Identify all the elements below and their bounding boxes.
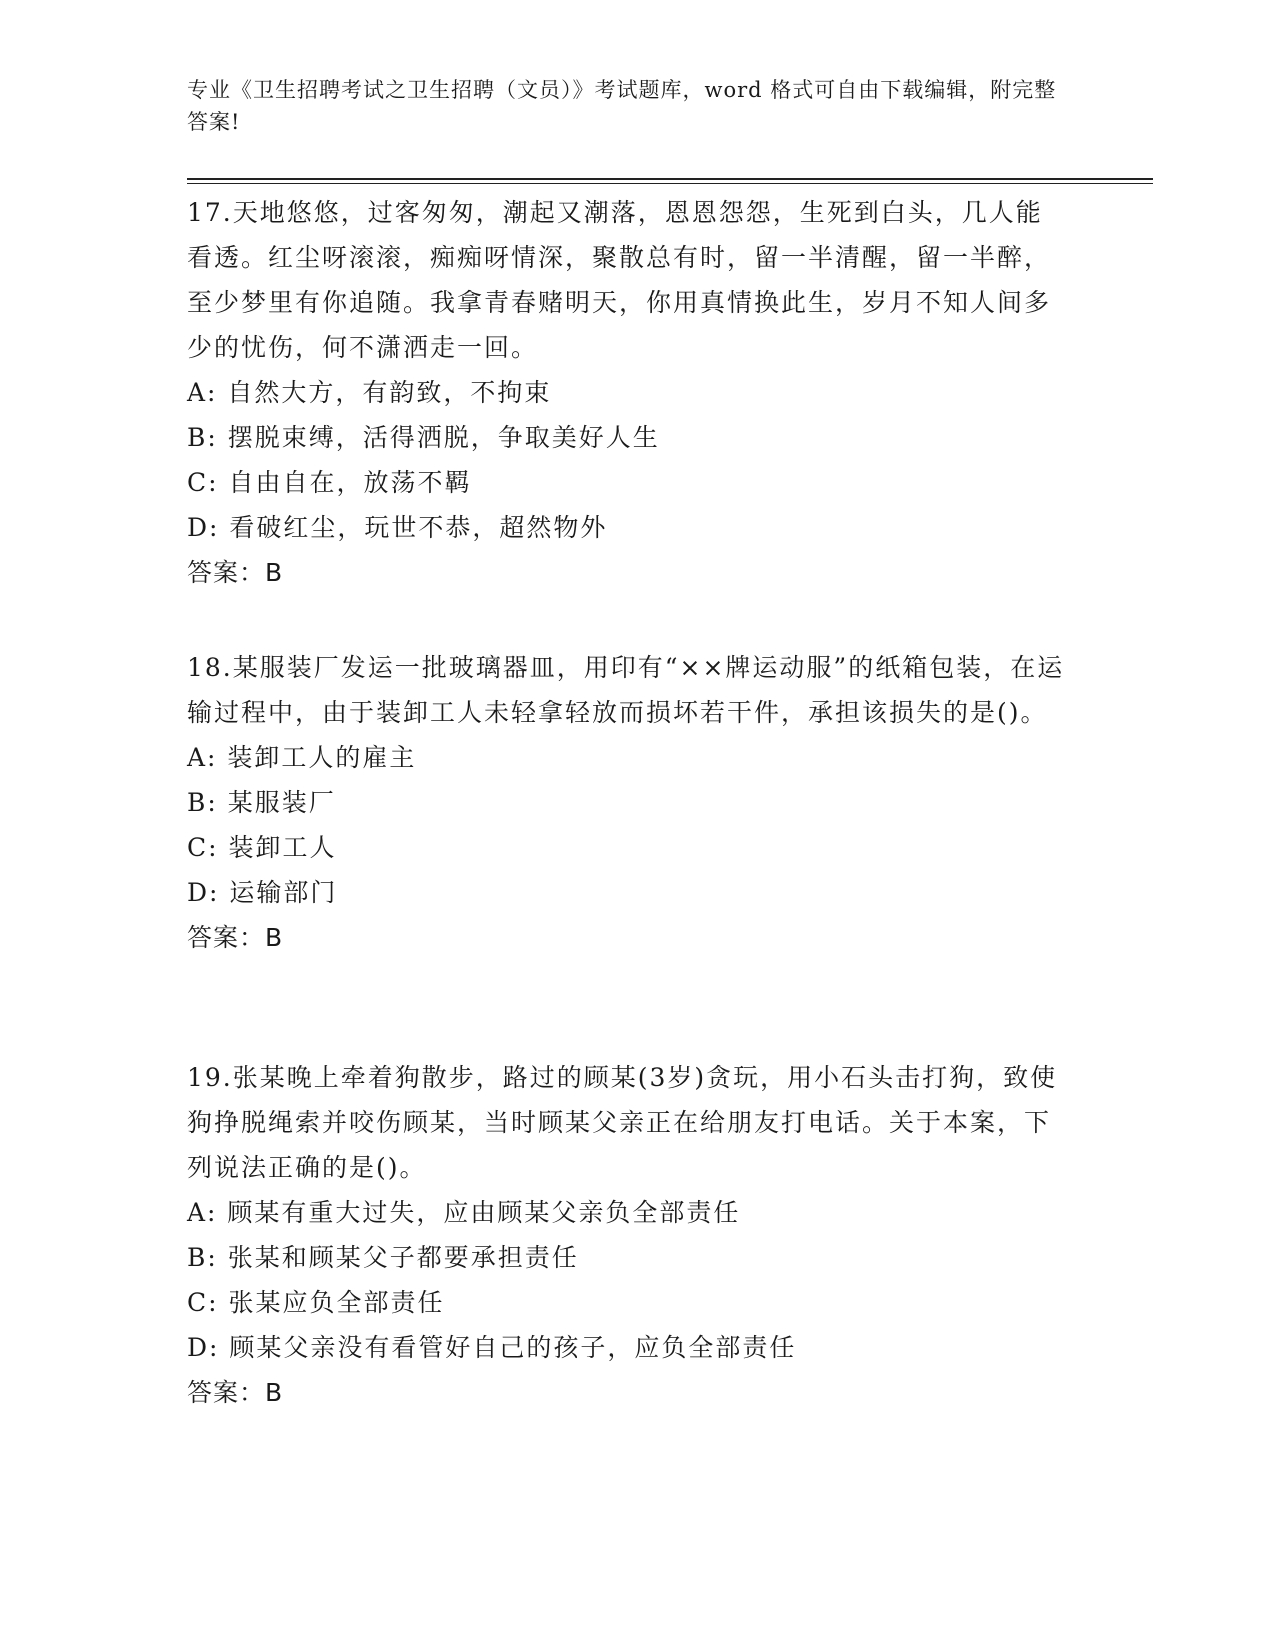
option-b: B: 摆脱束缚，活得洒脱，争取美好人生 <box>187 423 660 452</box>
option-b: B: 某服装厂 <box>187 788 336 817</box>
answer-label: 答案：B <box>187 923 284 952</box>
option-b: B: 张某和顾某父子都要承担责任 <box>187 1243 579 1272</box>
header-divider-thin <box>187 183 1153 184</box>
option-c: C: 自由自在，放荡不羁 <box>187 468 472 497</box>
header-divider-thick <box>187 178 1153 180</box>
option-d: D: 看破红尘，玩世不恭，超然物外 <box>187 513 608 542</box>
option-d: D: 运输部门 <box>187 878 338 907</box>
question-18 <box>187 645 1067 960</box>
answer-label: 答案：B <box>187 1378 284 1407</box>
question-stem: 19.张某晚上牵着狗散步，路过的顾某(3岁)贪玩，用小石头击打狗，致使狗挣脱绳索并咬伤顾某，当时顾某父亲正在给朋友打电话。关于本案，下列说法正确的是()。 <box>187 1063 1058 1182</box>
option-c: C: 张某应负全部责任 <box>187 1288 445 1317</box>
question-stem: 17.天地悠悠，过客匆匆，潮起又潮落，恩恩怨怨，生死到白头，几人能看透。红尘呀滚滚，痴痴呀情深，聚散总有时，留一半清醒，留一半醉，至少梦里有你追随。我拿青春赌明天，你用真情换此生，岁月不知人间多少的忧伤，何不潇洒走一回。 <box>187 198 1052 362</box>
option-a: A: 顾某有重大过失，应由顾某父亲负全部责任 <box>187 1198 741 1227</box>
question-stem: 18.某服装厂发运一批玻璃器皿，用印有“××牌运动服”的纸箱包装，在运输过程中，由于装卸工人未轻拿轻放而损坏若干件，承担该损失的是()。 <box>187 653 1065 727</box>
option-d: D: 顾某父亲没有看管好自己的孩子，应负全部责任 <box>187 1333 797 1362</box>
answer-label: 答案：B <box>187 558 284 587</box>
option-c: C: 装卸工人 <box>187 833 337 862</box>
document-header: 专业《卫生招聘考试之卫生招聘（文员）》考试题库，word 格式可自由下载编辑，附完整答案! <box>187 78 1057 134</box>
question-17 <box>187 190 1067 595</box>
option-a: A: 装卸工人的雇主 <box>187 743 417 772</box>
option-a: A: 自然大方，有韵致，不拘束 <box>187 378 552 407</box>
question-19 <box>187 1055 1067 1415</box>
